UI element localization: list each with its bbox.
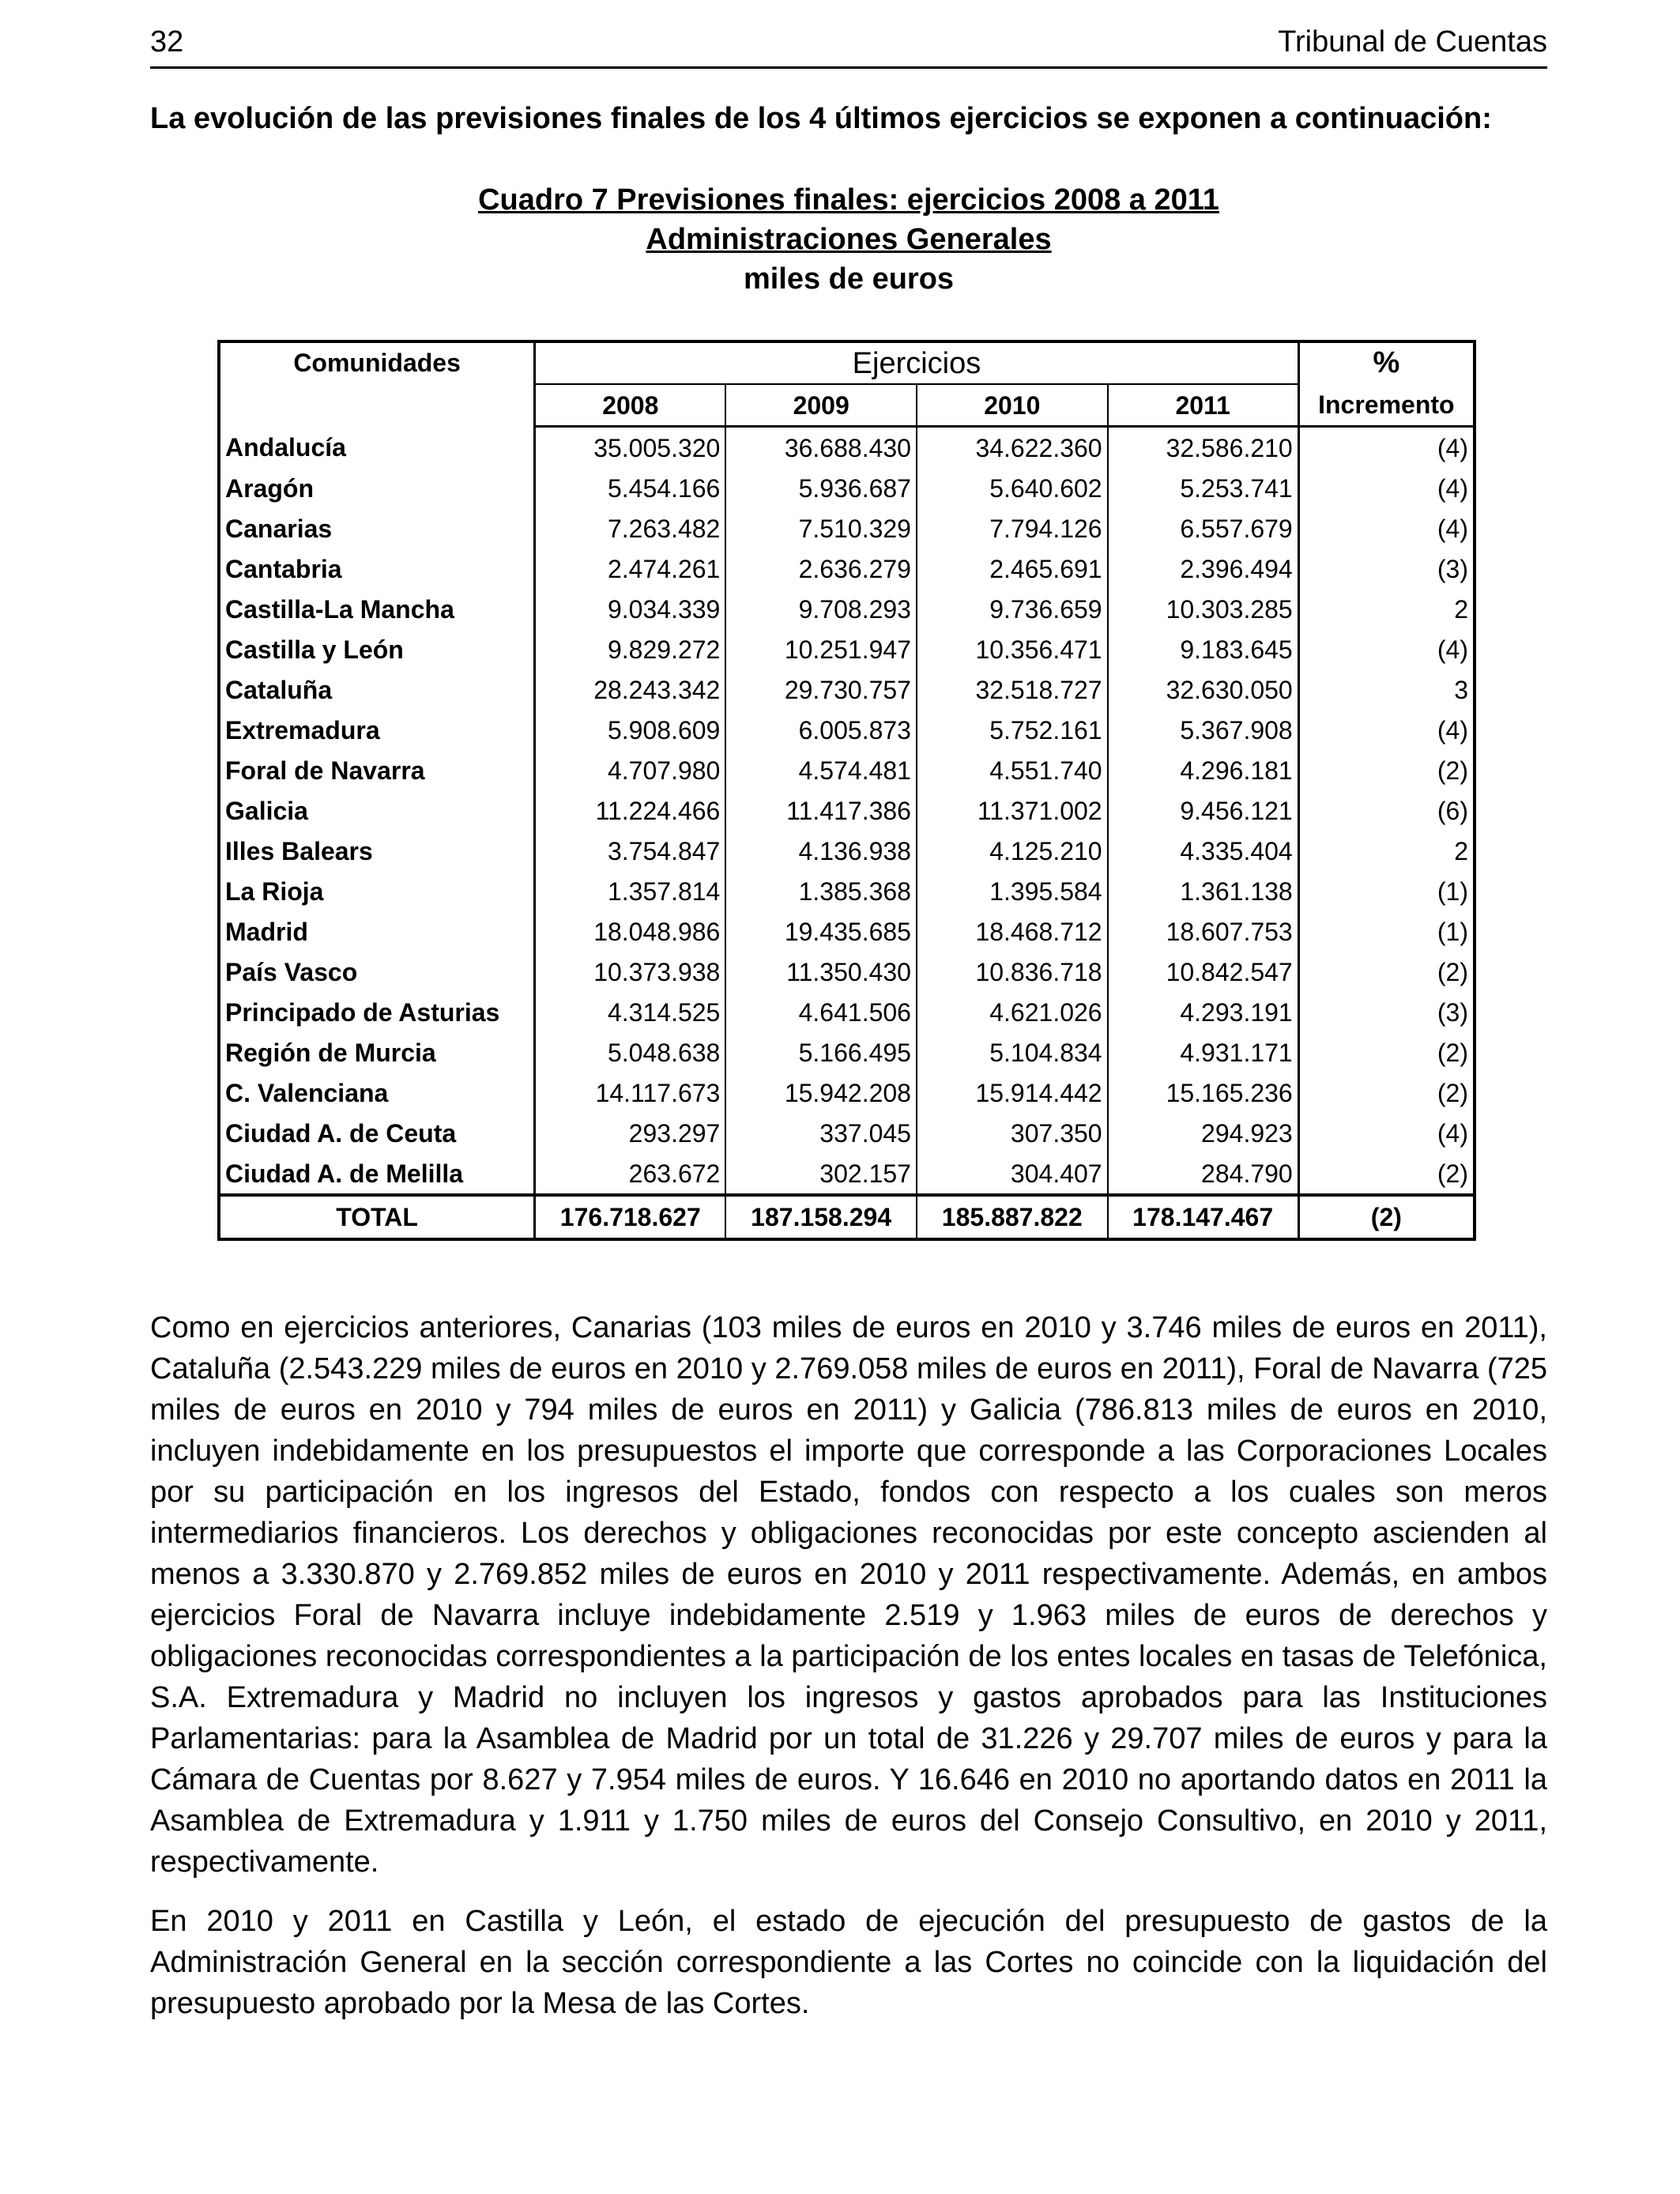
table-total-row [219,1195,1475,1239]
value-cell: 9.736.659 [917,589,1108,629]
community-name: Cantabria [219,548,535,589]
community-name: Extremadura [219,710,535,750]
value-cell: 4.707.980 [535,750,726,790]
value-cell: 10.373.938 [535,952,726,992]
value-cell: 2.396.494 [1108,548,1299,589]
value-cell: 15.914.442 [917,1072,1108,1113]
value-cell: 5.640.602 [917,468,1108,508]
increment-cell: (4) [1437,433,1468,462]
increment-cell: 2 [1454,594,1468,624]
increment-cell: (6) [1437,796,1468,825]
table-row [219,952,1475,992]
intro-text: La evolución de las previsiones finales de los 4 últimos ejercicios se exponen a continuación: [150,102,1492,135]
table-row [219,669,1475,710]
value-cell: 5.166.495 [725,1032,917,1072]
value-cell: 18.468.712 [917,911,1108,952]
value-cell: 11.417.386 [725,790,917,831]
value-cell: 176.718.627 [535,1195,726,1239]
header-increment: Incremento [1298,384,1475,427]
increment-cell: (2) [1437,1078,1468,1107]
value-cell: 284.790 [1108,1153,1299,1195]
increment-cell: (2) [1437,1159,1468,1188]
increment-cell: (4) [1437,635,1468,664]
value-cell: 1.357.814 [535,871,726,911]
table-row [219,1113,1475,1153]
increment-cell: 3 [1454,675,1468,704]
increment-cell: (1) [1437,876,1468,906]
value-cell: 18.048.986 [535,911,726,952]
value-cell: 4.296.181 [1108,750,1299,790]
value-cell: 4.314.525 [535,992,726,1032]
table-row [219,427,1475,469]
increment-cell: 2 [1454,836,1468,865]
value-cell: 4.621.026 [917,992,1108,1032]
community-name: Región de Murcia [219,1032,535,1072]
value-cell: 185.887.822 [917,1195,1108,1239]
header-year: 2009 [725,384,917,427]
value-cell: 263.672 [535,1153,726,1195]
forecast-table [217,340,1476,1241]
community-name: Madrid [219,911,535,952]
value-cell: 1.385.368 [725,871,917,911]
community-name: Foral de Navarra [219,750,535,790]
increment-cell: (2) [1298,1195,1475,1239]
increment-cell: (4) [1437,514,1468,543]
caption-units: miles de euros [743,262,955,296]
table-row [219,548,1475,589]
value-cell: 294.923 [1108,1113,1299,1153]
value-cell: 178.147.467 [1108,1195,1299,1239]
value-cell: 307.350 [917,1113,1108,1153]
value-cell: 35.005.320 [535,427,726,469]
paragraph: Como en ejercicios anteriores, Canarias (103 miles de euros en 2010 y 3.746 miles de euros en 2011), Cataluña (2.543.229 miles de euros en 2010 y 2.769.058 miles de euros en 2011), Foral de Navarra (725 miles de euros en 2010 y 794 miles de euros en 2011) y Galicia (786.813 miles de euros en 2010, incluyen indebidamente en los presupuestos el importe que corresponde a las Corporaciones Locales por su participación en los ingresos del Estado, fondos con respecto a los cuales son meros intermediarios financieros. Los derechos y obligaciones reconocidas por este concepto ascienden al menos a 3.330.870 y 2.769.852 miles de euros en 2010 y 2011 respectivamente. Además, en ambos ejercicios Foral de Navarra incluye indebidamente 2.519 y 1.963 miles de euros de derechos y obligaciones reconocidas correspondientes a la participación de los entes locales en tasas de Telefónica, S.A. Extremadura y Madrid no incluyen los ingresos y gastos aprobados para las Instituciones Parlamentarias: para la Asamblea de Madrid por un total de 31.226 y 29.707 miles de euros y para la Cámara de Cuentas por 8.627 y 7.954 miles de euros. Y 16.646 en 2010 no aportando datos en 2011 la Asamblea de Extremadura y 1.911 y 1.750 miles de euros del Consejo Consultivo, en 2010 y 2011, respectivamente. [150,1311,1547,1879]
value-cell: 15.165.236 [1108,1072,1299,1113]
value-cell: 15.942.208 [725,1072,917,1113]
header-ejercicios: Ejercicios [535,341,1299,384]
value-cell: 1.361.138 [1108,871,1299,911]
value-cell: 7.263.482 [535,508,726,548]
table-row [219,831,1475,871]
table-row [219,468,1475,508]
table-row [219,750,1475,790]
value-cell: 5.908.609 [535,710,726,750]
value-cell: 7.794.126 [917,508,1108,548]
increment-cell: (2) [1437,756,1468,785]
table-row [219,1032,1475,1072]
value-cell: 14.117.673 [535,1072,726,1113]
community-name: La Rioja [219,871,535,911]
increment-cell: (2) [1437,1038,1468,1067]
value-cell: 5.048.638 [535,1032,726,1072]
community-name: Ciudad A. de Ceuta [219,1113,535,1153]
value-cell: 302.157 [725,1153,917,1195]
value-cell: 28.243.342 [535,669,726,710]
page-number: 32 [150,25,184,58]
paragraph: En 2010 y 2011 en Castilla y León, el estado de ejecución del presupuesto de gastos de la Administración General en la sección correspondiente a las Cortes no coincide con la liquidación del presupuesto aprobado por la Mesa de las Cortes. [150,1905,1547,2020]
value-cell: 11.371.002 [917,790,1108,831]
community-name: Castilla-La Mancha [219,589,535,629]
value-cell: 6.005.873 [725,710,917,750]
value-cell: 1.395.584 [917,871,1108,911]
value-cell: 9.183.645 [1108,629,1299,669]
table-row [219,710,1475,750]
community-name: País Vasco [219,952,535,992]
value-cell: 2.465.691 [917,548,1108,589]
value-cell: 32.518.727 [917,669,1108,710]
value-cell: 7.510.329 [725,508,917,548]
value-cell: 337.045 [725,1113,917,1153]
value-cell: 4.551.740 [917,750,1108,790]
caption-title: Cuadro 7 Previsiones finales: ejercicios 2008 a 2011 [478,183,1219,217]
header-year: 2011 [1108,384,1299,427]
value-cell: 187.158.294 [725,1195,917,1239]
value-cell: 11.224.466 [535,790,726,831]
table-row [219,790,1475,831]
community-name: Castilla y León [219,629,535,669]
value-cell: 9.829.272 [535,629,726,669]
value-cell: 4.641.506 [725,992,917,1032]
community-name: C. Valenciana [219,1072,535,1113]
value-cell: 4.931.171 [1108,1032,1299,1072]
value-cell: 18.607.753 [1108,911,1299,952]
header-year: 2008 [535,384,726,427]
table-row [219,911,1475,952]
table-row [219,992,1475,1032]
increment-cell: (4) [1437,473,1468,503]
value-cell: 10.303.285 [1108,589,1299,629]
value-cell: 10.842.547 [1108,952,1299,992]
table-row [219,1072,1475,1113]
header-communities: Comunidades [219,341,535,427]
value-cell: 5.104.834 [917,1032,1108,1072]
increment-cell: (3) [1437,554,1468,583]
value-cell: 10.836.718 [917,952,1108,992]
value-cell: 36.688.430 [725,427,917,469]
community-name: Canarias [219,508,535,548]
page-header [150,22,1547,69]
value-cell: 4.293.191 [1108,992,1299,1032]
increment-cell: (2) [1437,957,1468,986]
value-cell: 9.708.293 [725,589,917,629]
value-cell: 5.936.687 [725,468,917,508]
value-cell: 2.636.279 [725,548,917,589]
increment-cell: (4) [1437,715,1468,745]
table-caption [150,180,1547,299]
community-name: Andalucía [219,427,535,469]
value-cell: 29.730.757 [725,669,917,710]
value-cell: 11.350.430 [725,952,917,992]
value-cell: 34.622.360 [917,427,1108,469]
community-name: Ciudad A. de Melilla [219,1153,535,1195]
community-name: Cataluña [219,669,535,710]
increment-cell: (3) [1437,997,1468,1027]
community-name: Galicia [219,790,535,831]
value-cell: 4.136.938 [725,831,917,871]
value-cell: 6.557.679 [1108,508,1299,548]
value-cell: 4.574.481 [725,750,917,790]
value-cell: 5.752.161 [917,710,1108,750]
table-body [219,427,1475,1240]
table-row [219,1153,1475,1195]
increment-cell: (1) [1437,917,1468,946]
community-name: Principado de Asturias [219,992,535,1032]
value-cell: 5.367.908 [1108,710,1299,750]
value-cell: 19.435.685 [725,911,917,952]
table-row [219,508,1475,548]
header-title: Tribunal de Cuentas [1278,25,1547,58]
value-cell: 10.251.947 [725,629,917,669]
value-cell: 9.034.339 [535,589,726,629]
value-cell: 4.335.404 [1108,831,1299,871]
value-cell: 4.125.210 [917,831,1108,871]
value-cell: 5.253.741 [1108,468,1299,508]
increment-cell: (4) [1437,1118,1468,1148]
value-cell: 32.630.050 [1108,669,1299,710]
community-name: Illes Balears [219,831,535,871]
total-label: TOTAL [219,1195,535,1239]
value-cell: 9.456.121 [1108,790,1299,831]
header-pct-symbol: % [1298,341,1475,384]
community-name: Aragón [219,468,535,508]
value-cell: 304.407 [917,1153,1108,1195]
table-row [219,871,1475,911]
value-cell: 32.586.210 [1108,427,1299,469]
value-cell: 5.454.166 [535,468,726,508]
value-cell: 3.754.847 [535,831,726,871]
value-cell: 10.356.471 [917,629,1108,669]
value-cell: 2.474.261 [535,548,726,589]
header-year: 2010 [917,384,1108,427]
table-row [219,629,1475,669]
caption-subtitle: Administraciones Generales [646,223,1052,256]
value-cell: 293.297 [535,1113,726,1153]
table-row [219,589,1475,629]
